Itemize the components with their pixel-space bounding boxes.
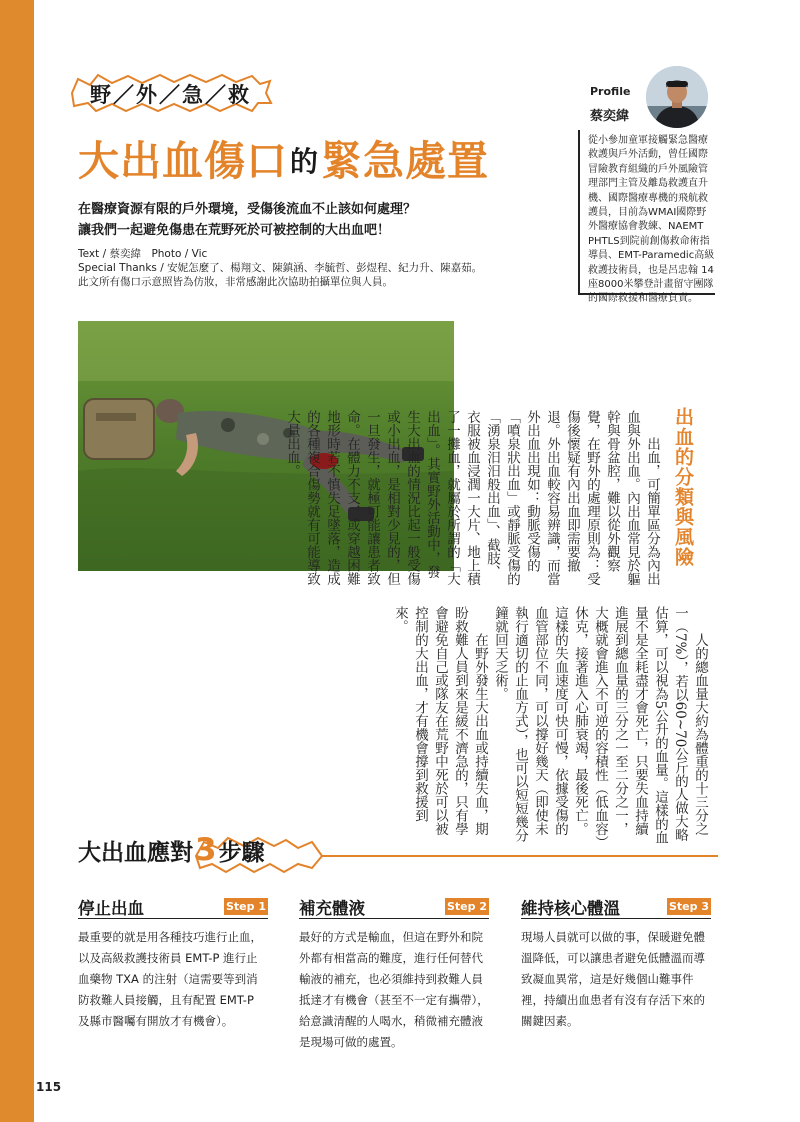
step-tag: Step 2 — [447, 900, 487, 913]
step-title: 停止出血 — [78, 899, 144, 918]
step-title: 補充體液 — [299, 899, 365, 918]
author-avatar — [646, 66, 708, 128]
page-title — [78, 128, 489, 187]
side-color-bar — [0, 0, 34, 1122]
kicker-label — [68, 73, 273, 113]
steps-title — [78, 832, 265, 868]
body-paragraph: 出血，可簡單區分為內出血與外出血。內出血常見於軀幹與骨盆腔，難以從外觀察覺，在野外的處理原則為：受傷後懷疑有內出血即需要撤退。外出血較容易辨識，而當外出血出現如：動脈受傷的「噴泉狀出血」或靜脈受傷的「湧泉汨汨般出血」、截肢、衣服被血浸潤一大片、地上積了一攤血，就屬於所謂的「大出血」。其實野外活動中，發生大出血的情況比起一般受傷或小出血，是相對少見的，但一旦發生，就極可能讓患者致命。在體力不支，或穿越困難地形時若不慎失足墜落，造成的各種複合傷勢就有可能導致大量出血。 — [284, 410, 660, 586]
step-body: 最好的方式是輸血，但這在野外和院外都有相當高的難度，進行任何替代輸液的補充，也必須維持到救難人員抵達才有機會（甚至不一定有攜帶），給意識清醒的人喝水，稍微補充體液是現場可做的處置。 — [299, 930, 489, 1049]
body-paragraph: 人的總血量大約為體重的十三分之一（7%），若以60~70公斤的人做大略估算，可以視為5公升的血量。這樣的血量不是全耗盡才會死亡，只要失血持續進展到總血量的三分之一至二分之一，大概就會進入不可逆的容積性（低血容）休克，接著進入心肺衰竭，最後死亡。這樣的失血速度可快可慢，依據受傷的血管部位不同，可以撐好幾天（即使未執行適切的止血方式），也可以短短幾分鐘就回天乏術。 — [492, 606, 708, 845]
profile-bio: 從小參加童軍接觸緊急醫療救護與戶外活動，曾任國際冒險教育組織的戶外風險管理部門主管及離島救護直升機、國際醫療專機的飛航救護員，目前為WMAI國際野外醫療協會教練、NAEMT PHTLS到院前創傷救命術指導員、EMT-Paramedic高級救護技術員，也是呂忠翰 14座8000米攀登計畫留守團隊的國際救援和醫療負責。 — [578, 130, 715, 295]
avatar-portrait — [646, 66, 708, 128]
credits-line-3: 此文所有傷口示意照皆為仿妝，非常感謝此次協助拍攝單位與人員。 — [78, 276, 393, 288]
steps-title-pre: 大出血應對 — [78, 840, 193, 866]
step-body: 最重要的就是用各種技巧進行止血，以及高級救護技術員 EMT-P 進行止血藥物 TXA 的注射（這需要等到消防救難人員接觸，且有配置 EMT-P 及縣市醫囑有開放才有機會）。 — [78, 930, 262, 1028]
intro-line-1: 在醫療資源有限的戶外環境，受傷後流血不止該如何處理？ — [78, 202, 417, 217]
step-header — [78, 897, 268, 919]
step-header — [521, 897, 711, 919]
title-connector: 的 — [290, 145, 320, 178]
profile-label: Profile — [590, 85, 631, 98]
credits-line-1: Text / 蔡奕緯 Photo / Vic — [78, 248, 208, 260]
step-tag: Step 1 — [226, 900, 266, 913]
step-card-3 — [521, 897, 711, 1032]
title-part-1: 大出血傷口 — [78, 137, 288, 185]
credits — [78, 247, 482, 289]
step-body: 現場人員就可以做的事，保暖避免體溫降低，可以讓患者避免低體溫而導致凝血異常，這是好幾個山難事件裡，持續出血患者有沒有存活下來的關鍵因素。 — [521, 930, 705, 1028]
intro-lead — [78, 199, 416, 241]
profile-name: 蔡奕緯 — [590, 109, 630, 124]
credits-line-2: Special Thanks / 安妮怎麼了、楊翔文、陳鎮涵、李毓哲、彭煜程、紀力升、陳嘉茹。 — [78, 262, 483, 274]
intro-line-2: 讓我們一起避免傷患在荒野死於可被控制的大出血吧！ — [78, 223, 391, 238]
step-card-1 — [78, 897, 268, 1032]
step-header — [299, 897, 489, 919]
body-paragraph: 在野外發生大出血或持續失血，期盼救難人員到來是緩不濟急的，只有學會避免自己或隊友在荒野中死於可以被控制的大出血，才有機會撐到救援到來。 — [392, 606, 488, 836]
step-title: 維持核心體溫 — [521, 899, 620, 918]
steps-title-post: 步驟 — [218, 840, 265, 866]
kicker-text: 野／外／急／救 — [90, 83, 251, 107]
step-card-2 — [299, 897, 489, 1053]
step-tag: Step 3 — [669, 900, 709, 913]
body-text-block-1 — [284, 410, 662, 590]
page-number: 115 — [36, 1080, 62, 1094]
steps-heading — [78, 832, 718, 878]
steps-title-number: 3 — [195, 832, 217, 868]
section-heading-bleeding-types: 出血的分類與風險 — [672, 407, 694, 567]
title-part-2: 緊急處置 — [321, 137, 490, 185]
body-text-block-2 — [70, 606, 710, 846]
